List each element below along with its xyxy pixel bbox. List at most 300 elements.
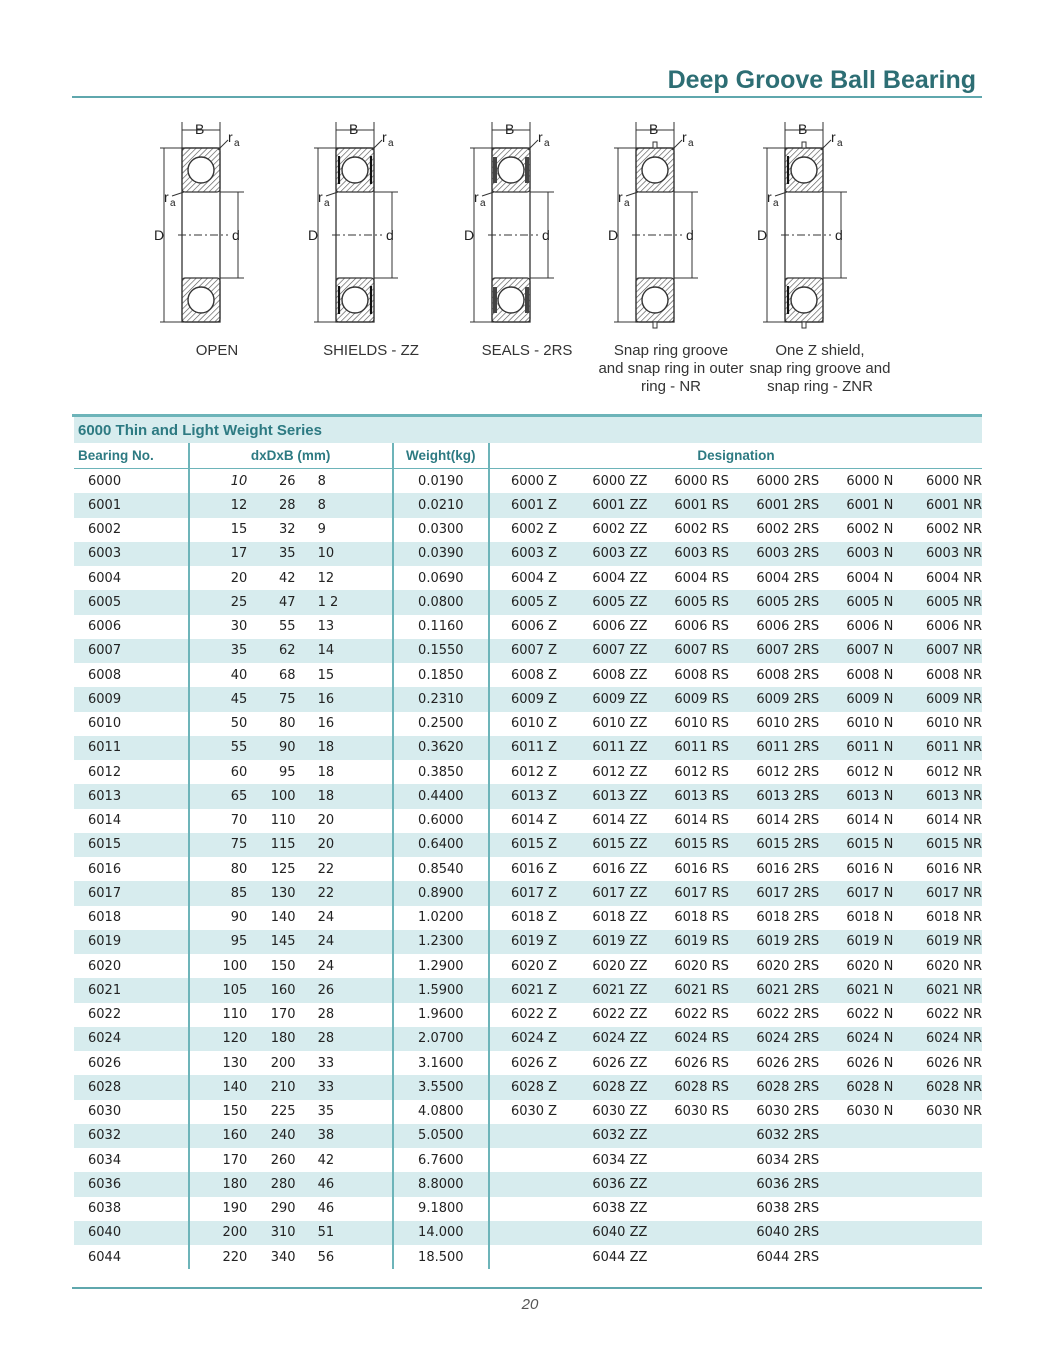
cell-bearing-no: 6021 <box>74 978 189 1002</box>
dim-label-ra-side-sub: a <box>480 198 486 209</box>
cell-width-B: 16 <box>296 712 393 736</box>
cell-desig-2rs: 6008 2RS <box>756 667 820 683</box>
cell-bore-d: 180 <box>189 1172 248 1196</box>
dim-label-d: d <box>542 227 550 243</box>
cell-width-B: 33 <box>296 1051 393 1075</box>
cell-desig-z: 6010 Z <box>510 716 558 732</box>
cell-desig-nr: 6004 NR <box>926 570 982 586</box>
cell-desig-rs: 6006 RS <box>674 619 729 635</box>
ball-icon <box>498 287 524 313</box>
cell-width-B: 15 <box>296 663 393 687</box>
cell-outer-D: 55 <box>279 619 296 635</box>
cell-desig-2rs: 6011 2RS <box>756 736 846 760</box>
cell-desig-n: 6002 N <box>846 522 894 538</box>
cell-outer-D: 140 <box>270 910 296 926</box>
cell-desig-n: 6010 N <box>846 716 894 732</box>
cell-desig-n: 6009 N <box>846 687 926 711</box>
cell-desig-zz: 6007 ZZ <box>592 639 674 663</box>
cell-bore-d: 60 <box>230 764 248 780</box>
cell-desig-n: 6024 N <box>846 1027 926 1051</box>
cell-bore-d: 90 <box>230 910 248 926</box>
cell-desig-n: 6014 N <box>846 813 894 829</box>
cell-weight: 0.0800 <box>393 590 489 614</box>
cell-desig-zz: 6024 ZZ <box>592 1027 674 1051</box>
cell-desig-zz: 6016 ZZ <box>592 861 648 877</box>
cell-desig-n: 6008 N <box>846 667 894 683</box>
dim-label-B: B <box>195 121 205 137</box>
diagram-label-line: Snap ring groove <box>613 342 729 359</box>
cell-desig-rs: 6003 RS <box>674 542 756 566</box>
table-row <box>74 906 982 930</box>
col-weight: Weight(kg) <box>393 443 489 469</box>
cell-desig-nr: 6028 NR <box>926 1075 982 1099</box>
cell-outer-D: 150 <box>270 958 296 974</box>
diagram-label-line: and snap ring in outer <box>598 360 744 377</box>
cell-desig-n: 6018 N <box>846 910 894 926</box>
cell-bearing-no: 6013 <box>74 784 189 808</box>
cell-desig-rs: 6014 RS <box>674 813 729 829</box>
cell-weight: 0.4400 <box>393 784 489 808</box>
table-row <box>74 493 982 517</box>
bottom-rule <box>72 1287 982 1289</box>
table-row <box>74 712 982 736</box>
cell-outer-D: 110 <box>270 813 296 829</box>
table-header-row <box>74 443 982 469</box>
cell-width-B: 46 <box>296 1172 393 1196</box>
cell-desig-zz: 6028 ZZ <box>592 1075 674 1099</box>
cell-desig-nr <box>926 1221 982 1245</box>
cell-desig-zz: 6005 ZZ <box>592 590 674 614</box>
cell-desig-rs: 6016 RS <box>674 861 729 877</box>
cell-width-B: 33 <box>296 1075 393 1099</box>
cell-desig-zz: 6000 ZZ <box>592 473 648 489</box>
cell-desig-nr: 6018 NR <box>926 910 982 926</box>
diagram-label-line: snap ring - ZNR <box>767 378 873 395</box>
cell-weight: 18.500 <box>393 1245 489 1269</box>
cell-weight: 5.0500 <box>393 1124 489 1148</box>
bearing-open-drawing <box>132 110 302 340</box>
table-row <box>74 639 982 663</box>
bearing-znr-drawing <box>735 110 905 340</box>
cell-width-B: 56 <box>296 1245 393 1269</box>
cell-desig-nr <box>926 1172 982 1196</box>
table-row <box>74 687 982 711</box>
cell-width-B: 9 <box>296 518 393 542</box>
cell-bearing-no: 6009 <box>74 687 189 711</box>
cell-desig-n: 6006 N <box>846 619 894 635</box>
cell-outer-D: 115 <box>247 833 295 857</box>
cell-bore-d: 20 <box>230 570 248 586</box>
table-row <box>74 833 982 857</box>
cell-desig-z: 6028 Z <box>489 1075 592 1099</box>
cell-width-B: 20 <box>296 809 393 833</box>
cell-desig-2rs: 6044 2RS <box>756 1249 820 1265</box>
cell-weight: 0.0210 <box>393 493 489 517</box>
cell-desig-zz: 6020 ZZ <box>592 958 648 974</box>
cell-width-B: 20 <box>296 833 393 857</box>
dim-label-d: d <box>835 227 843 243</box>
cell-desig-2rs: 6005 2RS <box>756 590 846 614</box>
cell-desig-nr <box>926 1245 982 1269</box>
bearing-zz-drawing <box>286 110 456 340</box>
cell-desig-n: 6020 N <box>846 958 894 974</box>
table-row <box>74 542 982 566</box>
cell-desig-z: 6008 Z <box>510 667 558 683</box>
table-row <box>74 1197 982 1221</box>
cell-desig-z: 6011 Z <box>489 736 592 760</box>
dim-label-ra-side-sub: a <box>624 198 630 209</box>
cell-bearing-no: 6024 <box>74 1027 189 1051</box>
dim-label-ra: r <box>831 129 836 145</box>
cell-desig-n: 6005 N <box>846 590 926 614</box>
cell-desig-zz: 6015 ZZ <box>592 833 674 857</box>
cell-desig-rs: 6005 RS <box>674 590 756 614</box>
cell-weight: 0.1160 <box>393 615 489 639</box>
cell-desig-z: 6005 Z <box>489 590 592 614</box>
seal-shape <box>525 287 529 313</box>
table-row <box>74 469 982 494</box>
cell-width-B: 12 <box>296 566 393 590</box>
cell-desig-2rs: 6021 2RS <box>756 978 846 1002</box>
ball-icon <box>342 287 368 313</box>
cell-desig-n: 6016 N <box>846 861 894 877</box>
cell-width-B: 22 <box>296 881 393 905</box>
cell-desig-z: 6017 Z <box>489 881 592 905</box>
cell-desig-zz: 6044 ZZ <box>592 1249 648 1265</box>
table-row <box>74 1221 982 1245</box>
cell-width-B: 24 <box>296 930 393 954</box>
ball-icon <box>791 287 817 313</box>
cell-desig-z: 6030 Z <box>510 1104 558 1120</box>
cell-outer-D: 62 <box>247 639 295 663</box>
dim-label-ra-side-sub: a <box>773 198 779 209</box>
cell-desig-rs: 6015 RS <box>674 833 756 857</box>
cell-desig-nr: 6010 NR <box>926 716 982 732</box>
diagram-label-open <box>132 342 302 360</box>
cell-desig-n: 6015 N <box>846 833 926 857</box>
cell-desig-2rs: 6007 2RS <box>756 639 846 663</box>
dim-label-d: d <box>686 227 694 243</box>
cell-outer-D: 75 <box>247 687 295 711</box>
cell-desig-rs: 6021 RS <box>674 978 756 1002</box>
cell-width-B: 8 <box>296 493 393 517</box>
bearing-diagrams <box>72 110 982 410</box>
cell-outer-D: 130 <box>247 881 295 905</box>
cell-bearing-no: 6015 <box>74 833 189 857</box>
diagram-label-line: SEALS - 2RS <box>481 342 573 359</box>
cell-outer-D: 42 <box>279 570 296 586</box>
cell-desig-zz: 6040 ZZ <box>592 1221 674 1245</box>
cell-bearing-no: 6006 <box>74 615 189 639</box>
cell-desig-zz: 6010 ZZ <box>592 716 648 732</box>
cell-bearing-no: 6000 <box>74 469 189 494</box>
cell-desig-z: 6003 Z <box>489 542 592 566</box>
cell-bearing-no: 6034 <box>74 1148 189 1172</box>
cell-weight: 0.0300 <box>393 518 489 542</box>
cell-desig-zz: 6022 ZZ <box>592 1007 648 1023</box>
cell-desig-z <box>489 1197 592 1221</box>
cell-desig-n: 6021 N <box>846 978 926 1002</box>
cell-desig-nr: 6015 NR <box>926 833 982 857</box>
cell-desig-nr: 6006 NR <box>926 619 982 635</box>
diagram-label-line: ring - NR <box>640 378 701 395</box>
cell-outer-D: 210 <box>247 1075 295 1099</box>
cell-desig-2rs: 6038 2RS <box>756 1201 820 1217</box>
cell-weight: 0.0390 <box>393 542 489 566</box>
cell-width-B: 18 <box>296 784 393 808</box>
cell-weight: 0.8900 <box>393 881 489 905</box>
top-rule <box>72 96 982 98</box>
diagram-label-znr <box>735 342 905 396</box>
cell-desig-zz: 6004 ZZ <box>592 570 648 586</box>
cell-bore-d: 200 <box>189 1221 248 1245</box>
cell-desig-rs: 6004 RS <box>674 570 729 586</box>
cell-desig-nr <box>926 1124 982 1148</box>
cell-bearing-no: 6026 <box>74 1051 189 1075</box>
ball-icon <box>498 157 524 183</box>
cell-outer-D: 225 <box>270 1104 296 1120</box>
cell-desig-rs: 6009 RS <box>674 687 756 711</box>
cell-weight: 6.7600 <box>393 1148 489 1172</box>
cell-desig-z: 6015 Z <box>489 833 592 857</box>
cell-desig-nr: 6020 NR <box>926 958 982 974</box>
diagram-label-line: One Z shield, <box>775 342 865 359</box>
cell-weight: 0.3850 <box>393 760 489 784</box>
cell-desig-n: 6004 N <box>846 570 894 586</box>
cell-desig-rs: 6010 RS <box>674 716 729 732</box>
cell-desig-z: 6019 Z <box>489 930 592 954</box>
cell-weight: 3.1600 <box>393 1051 489 1075</box>
table-row <box>74 1051 982 1075</box>
dim-label-ra-side: r <box>318 189 323 205</box>
ball-icon <box>642 287 668 313</box>
dim-label-D: D <box>757 227 768 243</box>
cell-desig-nr: 6026 NR <box>926 1055 982 1071</box>
col-bearing-no: Bearing No. <box>74 443 189 469</box>
cell-desig-nr <box>926 1197 982 1221</box>
cell-width-B: 28 <box>296 1027 393 1051</box>
cell-desig-2rs: 6009 2RS <box>756 687 846 711</box>
bearing-table <box>74 443 982 1269</box>
cell-desig-zz: 6034 ZZ <box>592 1152 648 1168</box>
cell-outer-D: 310 <box>247 1221 295 1245</box>
cell-width-B: 8 <box>296 469 393 494</box>
cell-bearing-no: 6028 <box>74 1075 189 1099</box>
cell-bore-d: 65 <box>189 784 248 808</box>
cell-desig-n <box>846 1221 926 1245</box>
table-row <box>74 1100 982 1124</box>
cell-desig-z: 6009 Z <box>489 687 592 711</box>
cell-bearing-no: 6005 <box>74 590 189 614</box>
cell-desig-rs: 6002 RS <box>674 522 729 538</box>
cell-desig-z: 6007 Z <box>489 639 592 663</box>
diagram-label-line: OPEN <box>195 342 239 359</box>
cell-weight: 9.1800 <box>393 1197 489 1221</box>
dim-label-ra-sub: a <box>837 138 843 149</box>
cell-desig-2rs: 6003 2RS <box>756 542 846 566</box>
cell-desig-zz: 6017 ZZ <box>592 881 674 905</box>
cell-weight: 8.8000 <box>393 1172 489 1196</box>
cell-bore-d: 30 <box>230 619 248 635</box>
cell-width-B: 18 <box>296 760 393 784</box>
cell-outer-D: 47 <box>247 590 295 614</box>
table-row <box>74 881 982 905</box>
cell-desig-nr: 6022 NR <box>926 1007 982 1023</box>
dim-label-D: D <box>308 227 319 243</box>
cell-desig-z <box>489 1221 592 1245</box>
cell-desig-zz: 6014 ZZ <box>592 813 648 829</box>
dim-label-D: D <box>154 227 165 243</box>
diagram-label-zz <box>286 342 456 360</box>
cell-width-B: 28 <box>296 1003 393 1027</box>
cell-bore-d: 25 <box>189 590 248 614</box>
cell-desig-zz: 6038 ZZ <box>592 1201 648 1217</box>
dim-label-ra-side: r <box>767 189 772 205</box>
seal-shape <box>525 157 529 183</box>
cell-desig-rs: 6017 RS <box>674 881 756 905</box>
cell-desig-rs: 6022 RS <box>674 1007 729 1023</box>
cell-bearing-no: 6012 <box>74 760 189 784</box>
cell-bore-d: 15 <box>230 522 248 538</box>
cell-bearing-no: 6016 <box>74 857 189 881</box>
cell-desig-2rs: 6024 2RS <box>756 1027 846 1051</box>
cell-desig-nr: 6002 NR <box>926 522 982 538</box>
cell-bearing-no: 6008 <box>74 663 189 687</box>
cell-weight: 0.1550 <box>393 639 489 663</box>
cell-outer-D: 35 <box>247 542 295 566</box>
cell-desig-z: 6020 Z <box>510 958 558 974</box>
cell-desig-2rs: 6016 2RS <box>756 861 820 877</box>
cell-desig-z: 6001 Z <box>489 493 592 517</box>
table-row <box>74 1075 982 1099</box>
dim-label-ra-side: r <box>164 189 169 205</box>
dim-label-ra: r <box>382 129 387 145</box>
dim-label-ra: r <box>228 129 233 145</box>
dim-label-B: B <box>349 121 359 137</box>
cell-desig-z: 6004 Z <box>510 570 558 586</box>
cell-desig-2rs: 6040 2RS <box>756 1221 846 1245</box>
cell-width-B: 35 <box>296 1100 393 1124</box>
cell-desig-z: 6021 Z <box>489 978 592 1002</box>
cell-outer-D: 90 <box>247 736 295 760</box>
cell-weight: 1.5900 <box>393 978 489 1002</box>
cell-desig-2rs: 6010 2RS <box>756 716 820 732</box>
dim-label-ra-sub: a <box>234 138 240 149</box>
cell-bearing-no: 6017 <box>74 881 189 905</box>
cell-desig-zz: 6036 ZZ <box>592 1172 674 1196</box>
cell-desig-nr: 6000 NR <box>926 473 982 489</box>
cell-desig-z <box>489 1172 592 1196</box>
cell-weight: 0.0690 <box>393 566 489 590</box>
cell-outer-D: 260 <box>270 1152 296 1168</box>
cell-outer-D: 100 <box>247 784 295 808</box>
cell-desig-n: 6017 N <box>846 881 926 905</box>
cell-desig-zz: 6012 ZZ <box>592 764 648 780</box>
cell-weight: 0.3620 <box>393 736 489 760</box>
cell-desig-2rs: 6032 2RS <box>756 1124 846 1148</box>
cell-desig-2rs: 6026 2RS <box>756 1055 820 1071</box>
cell-desig-z: 6016 Z <box>510 861 558 877</box>
series-title: 6000 Thin and Light Weight Series <box>74 417 982 443</box>
cell-desig-z <box>489 1148 592 1172</box>
cell-width-B: 51 <box>296 1221 393 1245</box>
cell-desig-nr: 6001 NR <box>926 493 982 517</box>
cell-desig-rs: 6030 RS <box>674 1104 729 1120</box>
cell-desig-2rs: 6012 2RS <box>756 764 820 780</box>
page-number: 20 <box>521 1296 539 1313</box>
cell-desig-nr: 6012 NR <box>926 764 982 780</box>
table-row <box>74 809 982 833</box>
cell-desig-n <box>846 1124 926 1148</box>
bearing-nr-drawing <box>586 110 756 340</box>
cell-desig-rs <box>674 1124 756 1148</box>
cell-weight: 2.0700 <box>393 1027 489 1051</box>
cell-bearing-no: 6022 <box>74 1003 189 1027</box>
cell-width-B: 26 <box>296 978 393 1002</box>
dim-label-B: B <box>798 121 808 137</box>
cell-outer-D: 200 <box>270 1055 296 1071</box>
cell-bore-d: 170 <box>222 1152 248 1168</box>
cell-bearing-no: 6004 <box>74 566 189 590</box>
cell-desig-rs: 6008 RS <box>674 667 729 683</box>
cell-bearing-no: 6019 <box>74 930 189 954</box>
cell-desig-2rs: 6022 2RS <box>756 1007 820 1023</box>
diagram-label-line: SHIELDS - ZZ <box>323 342 419 359</box>
table-body <box>74 469 982 1270</box>
cell-desig-rs: 6011 RS <box>674 736 756 760</box>
dim-label-d: d <box>386 227 394 243</box>
cell-weight: 3.5500 <box>393 1075 489 1099</box>
cell-desig-nr: 6011 NR <box>926 736 982 760</box>
table-row <box>74 930 982 954</box>
cell-desig-nr: 6016 NR <box>926 861 982 877</box>
cell-desig-n: 6028 N <box>846 1075 926 1099</box>
cell-desig-2rs: 6020 2RS <box>756 958 820 974</box>
cell-weight: 1.2300 <box>393 930 489 954</box>
cell-desig-rs <box>674 1172 756 1196</box>
seal-shape <box>493 157 497 183</box>
cell-bore-d: 70 <box>230 813 248 829</box>
cell-desig-z: 6018 Z <box>510 910 558 926</box>
cell-bore-d: 40 <box>230 667 248 683</box>
cell-weight: 0.2500 <box>393 712 489 736</box>
cell-outer-D: 80 <box>279 716 296 732</box>
cell-bearing-no: 6001 <box>74 493 189 517</box>
cell-width-B: 42 <box>296 1148 393 1172</box>
cell-desig-nr: 6024 NR <box>926 1027 982 1051</box>
ball-icon <box>791 157 817 183</box>
diagram-znr <box>735 110 905 410</box>
cell-desig-n: 6026 N <box>846 1055 894 1071</box>
table-row <box>74 857 982 881</box>
table-row <box>74 1148 982 1172</box>
cell-desig-zz: 6013 ZZ <box>592 784 674 808</box>
dim-label-ra: r <box>538 129 543 145</box>
cell-desig-rs: 6018 RS <box>674 910 729 926</box>
cell-desig-rs <box>674 1245 756 1269</box>
cell-weight: 0.6400 <box>393 833 489 857</box>
cell-desig-n: 6030 N <box>846 1104 894 1120</box>
cell-desig-z <box>489 1245 592 1269</box>
cell-weight: 4.0800 <box>393 1100 489 1124</box>
cell-desig-rs <box>674 1148 756 1172</box>
cell-weight: 14.000 <box>393 1221 489 1245</box>
cell-desig-nr: 6019 NR <box>926 930 982 954</box>
ball-icon <box>642 157 668 183</box>
snap-ring-icon <box>802 322 806 328</box>
cell-weight: 0.6000 <box>393 809 489 833</box>
table-row <box>74 566 982 590</box>
